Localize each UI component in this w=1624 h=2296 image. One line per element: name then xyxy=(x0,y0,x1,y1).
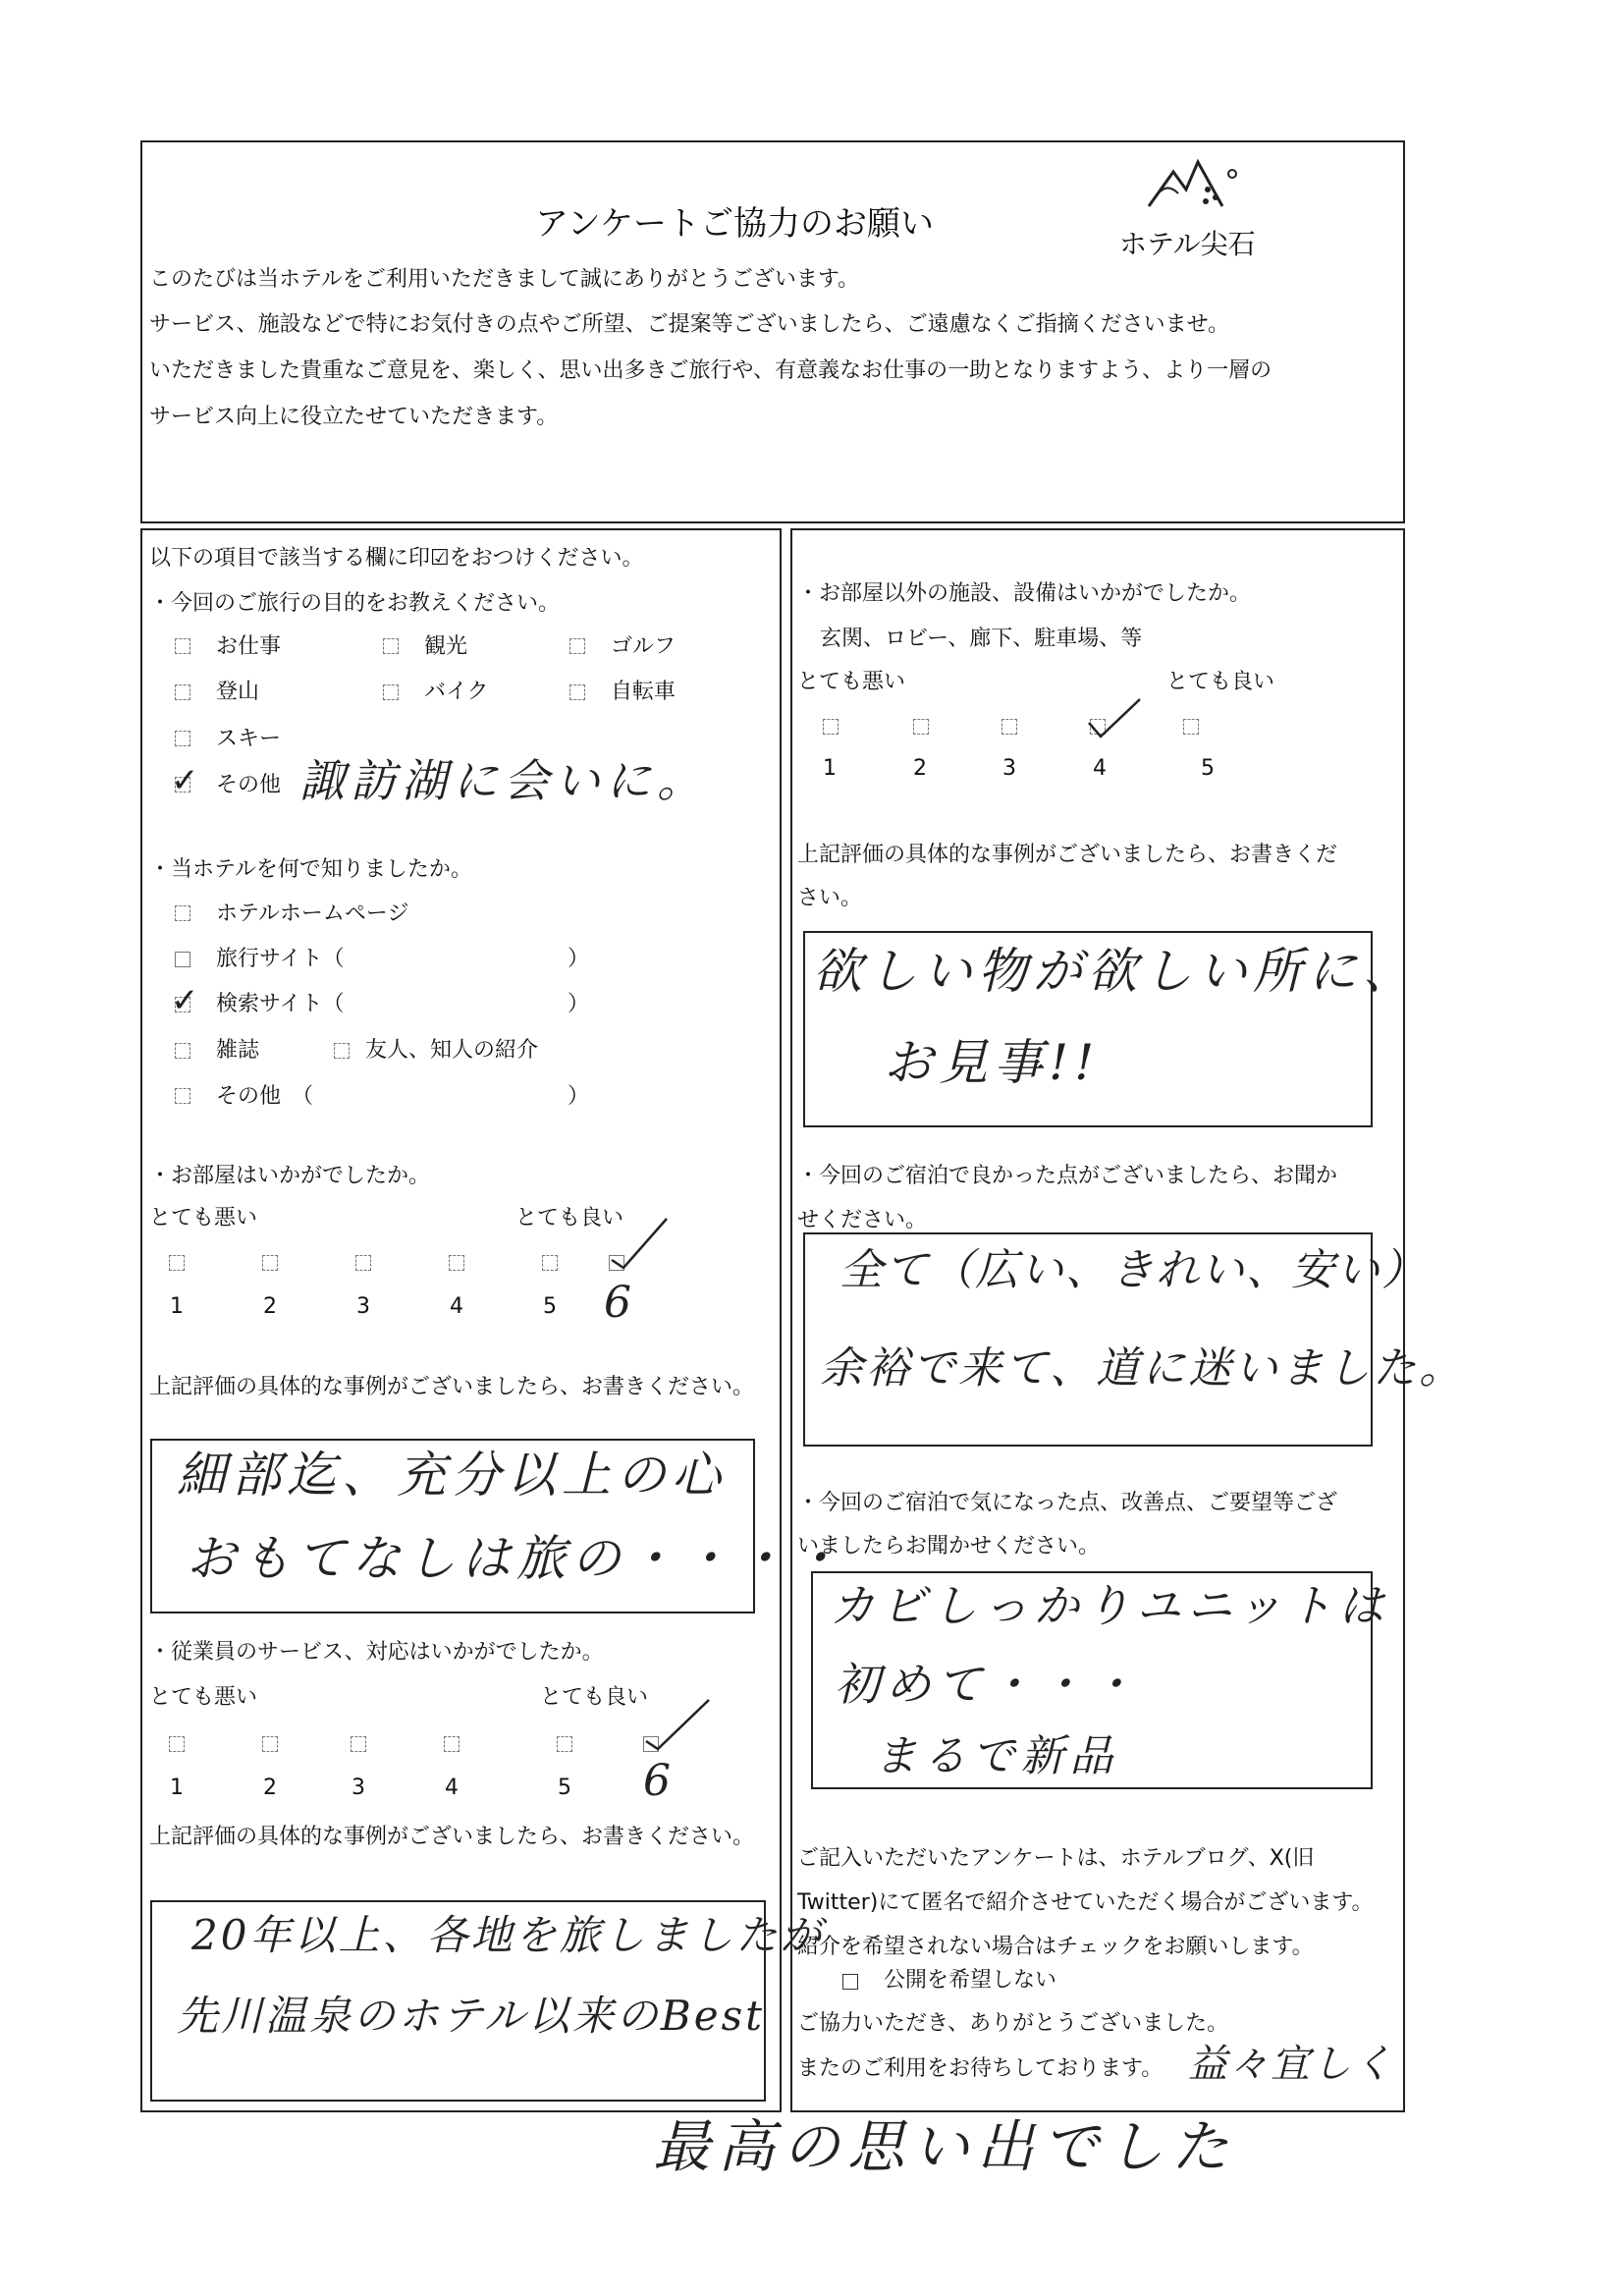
room-added-value: 6 xyxy=(604,1278,637,1328)
facilities-scale-2: 2 xyxy=(913,756,927,781)
facilities-rating-checkbox-2[interactable] xyxy=(913,719,929,735)
staff-high-label: とても良い xyxy=(540,1685,649,1710)
facilities-low-label: とても悪い xyxy=(797,670,906,694)
room-scale-2: 2 xyxy=(263,1294,277,1319)
purpose-question: ・今回のご旅行の目的をお教えください。 xyxy=(149,591,561,616)
again-text: またのご利用をお待ちしております。 xyxy=(797,2056,1164,2081)
source-option-other: その他 （ xyxy=(216,1084,314,1109)
staff-scale-2: 2 xyxy=(263,1776,277,1800)
purpose-option-bicycle: 自転車 xyxy=(611,680,677,704)
room-low-label: とても悪い xyxy=(149,1206,258,1230)
purpose-option-bike: バイク xyxy=(424,680,489,704)
improvements-prompt-1: ・今回のご宿泊で気になった点、改善点、ご要望等ござ xyxy=(797,1491,1338,1515)
room-high-label: とても良い xyxy=(515,1206,624,1230)
no-publish-checkbox[interactable] xyxy=(842,1974,858,1990)
close-paren: ） xyxy=(568,947,590,971)
source-option-homepage: ホテルホームページ xyxy=(216,902,409,926)
facilities-scale-5: 5 xyxy=(1201,756,1215,781)
good-points-comment-line-1: 全て（広い、きれい、安い） xyxy=(839,1245,1427,1295)
staff-rating-checkbox-2[interactable] xyxy=(262,1736,278,1752)
staff-rating-checkbox-4[interactable] xyxy=(444,1736,460,1752)
room-rating-checkbox-5[interactable] xyxy=(542,1255,558,1271)
room-comment-line-1: 細部迄、充分以上の心 xyxy=(177,1447,727,1503)
purpose-option-mountain: 登山 xyxy=(216,680,260,704)
closing-line-2: Twitter)にて匿名で紹介させていただく場合がございます。 xyxy=(797,1890,1374,1915)
room-scale-5: 5 xyxy=(543,1294,557,1319)
facilities-scale-3: 3 xyxy=(1002,756,1016,781)
close-paren: ） xyxy=(568,1084,590,1109)
improvements-prompt-2: いましたらお聞かせください。 xyxy=(797,1534,1101,1558)
improvements-comment-line-1: カビしっかりユニットは xyxy=(830,1579,1390,1632)
staff-detail-prompt: 上記評価の具体的な事例がございましたら、お書きください。 xyxy=(149,1825,755,1849)
hotel-name: ホテル尖石 xyxy=(1119,228,1256,260)
no-publish-label: 公開を希望しない xyxy=(884,1968,1057,1993)
source-checkbox-magazine[interactable] xyxy=(175,1043,190,1059)
source-option-friend: 友人、知人の紹介 xyxy=(365,1038,539,1063)
room-rating-checkbox-3[interactable] xyxy=(355,1255,371,1271)
purpose-option-golf: ゴルフ xyxy=(611,634,677,659)
purpose-checkbox-bicycle[interactable] xyxy=(569,684,585,700)
intro-line-4: サービス向上に役立たせていただきます。 xyxy=(149,405,559,429)
staff-low-label: とても悪い xyxy=(149,1685,258,1710)
good-points-prompt-2: せください。 xyxy=(797,1208,928,1232)
facilities-comment-line-1: 欲しい物が欲しい所に、 xyxy=(813,943,1418,1000)
facilities-examples: 玄関、ロビー、廊下、駐車場、等 xyxy=(820,627,1143,651)
staff-comment-line-2: 先川温泉のホテル以来のBest xyxy=(177,1992,766,2040)
room-detail-prompt: 上記評価の具体的な事例がございましたら、お書きください。 xyxy=(149,1375,755,1399)
close-paren: ） xyxy=(568,992,590,1016)
staff-scale-4: 4 xyxy=(445,1776,459,1800)
purpose-checkbox-work[interactable] xyxy=(175,638,190,654)
closing-line-1: ご記入いただいたアンケートは、ホテルブログ、X(旧 xyxy=(797,1846,1315,1871)
source-checkbox-other[interactable] xyxy=(175,1088,190,1104)
instruction-text: 以下の項目で該当する欄に印☑をおつけください。 xyxy=(149,546,644,571)
room-rating-checkbox-4[interactable] xyxy=(449,1255,464,1271)
purpose-checkbox-bike[interactable] xyxy=(383,684,399,700)
purpose-checkbox-golf[interactable] xyxy=(569,638,585,654)
source-option-magazine: 雑誌 xyxy=(216,1038,260,1063)
source-option-search-site: 検索サイト（ xyxy=(216,992,345,1016)
room-scale-3: 3 xyxy=(356,1294,370,1319)
facilities-question: ・お部屋以外の施設、設備はいかがでしたか。 xyxy=(797,581,1252,606)
purpose-checkbox-sightseeing[interactable] xyxy=(383,638,399,654)
hotel-logo-icon xyxy=(1139,152,1247,221)
checkmark-icon xyxy=(604,1213,673,1272)
room-scale-1: 1 xyxy=(170,1294,184,1319)
purpose-checkbox-mountain[interactable] xyxy=(175,684,190,700)
room-rating-checkbox-2[interactable] xyxy=(262,1255,278,1271)
staff-rating-checkbox-1[interactable] xyxy=(169,1736,185,1752)
good-points-prompt-1: ・今回のご宿泊で良かった点がございましたら、お聞か xyxy=(797,1164,1338,1188)
thanks-text: ご協力いただき、ありがとうございました。 xyxy=(797,2011,1229,2036)
facilities-detail-prompt-2: さい。 xyxy=(797,886,863,910)
good-points-comment-line-2: 余裕で来て、道に迷いました。 xyxy=(820,1343,1466,1394)
staff-comment-line-1: 20年以上、各地を旅しましたが xyxy=(191,1911,825,1959)
staff-scale-1: 1 xyxy=(170,1776,184,1800)
source-checkbox-homepage[interactable] xyxy=(175,905,190,921)
purpose-option-ski: スキー xyxy=(216,727,282,751)
staff-rating-checkbox-3[interactable] xyxy=(351,1736,366,1752)
facilities-rating-checkbox-3[interactable] xyxy=(1001,719,1017,735)
staff-scale-3: 3 xyxy=(352,1776,365,1800)
purpose-option-work: お仕事 xyxy=(216,634,282,659)
staff-added-value: 6 xyxy=(643,1756,677,1806)
handwritten-sign: 益々宜しく xyxy=(1188,2042,1394,2087)
facilities-rating-checkbox-1[interactable] xyxy=(823,719,839,735)
room-comment-line-2: おもてなしは旅の・・・・ xyxy=(187,1530,846,1587)
facilities-rating-checkbox-5[interactable] xyxy=(1183,719,1199,735)
facilities-scale-1: 1 xyxy=(823,756,837,781)
room-question: ・お部屋はいかがでしたか。 xyxy=(149,1164,431,1188)
purpose-option-other: その他 xyxy=(216,773,282,797)
staff-question: ・従業員のサービス、対応はいかがでしたか。 xyxy=(149,1640,604,1665)
staff-rating-checkbox-5[interactable] xyxy=(557,1736,572,1752)
room-rating-checkbox-1[interactable] xyxy=(169,1255,185,1271)
staff-scale-5: 5 xyxy=(558,1776,571,1800)
checkmark-icon xyxy=(638,1694,717,1753)
source-checkbox-friend[interactable] xyxy=(334,1043,350,1059)
facilities-comment-line-2: お見事!! xyxy=(884,1034,1101,1091)
purpose-option-sightseeing: 観光 xyxy=(424,634,468,659)
intro-line-3: いただきました貴重なご意見を、楽しく、思い出多きご旅行や、有意義なお仕事の一助となりますよう、より一層の xyxy=(149,358,1272,383)
facilities-scale-4: 4 xyxy=(1093,756,1107,781)
source-question: ・当ホテルを何で知りましたか。 xyxy=(149,857,472,882)
improvements-comment-line-3: まるで新品 xyxy=(874,1731,1119,1781)
intro-line-2: サービス、施設などで特にお気付きの点やご所望、ご提案等ございましたら、ご遠慮なくご指摘くださいませ。 xyxy=(149,312,1230,337)
improvements-comment-line-2: 初めて・・・ xyxy=(835,1658,1141,1711)
source-checkbox-travel-site[interactable] xyxy=(175,952,190,967)
page-title: アンケートご協力のお願い xyxy=(535,204,934,244)
closing-line-3: 紹介を希望されない場合はチェックをお願いします。 xyxy=(797,1935,1314,1959)
footer-handwritten-note: 最高の思い出でした xyxy=(653,2113,1237,2180)
source-option-travel-site: 旅行サイト（ xyxy=(216,947,345,971)
room-scale-4: 4 xyxy=(450,1294,463,1319)
purpose-other-answer: 諏訪湖に会いに。 xyxy=(299,754,708,807)
facilities-high-label: とても良い xyxy=(1166,670,1275,694)
intro-line-1: このたびは当ホテルをご利用いただきまして誠にありがとうございます。 xyxy=(149,267,860,292)
checkmark-icon xyxy=(1085,693,1144,742)
checkmark-icon: ✓ xyxy=(171,981,199,1020)
checkmark-icon: ✓ xyxy=(171,761,199,800)
purpose-checkbox-ski[interactable] xyxy=(175,731,190,746)
facilities-detail-prompt-1: 上記評価の具体的な事例がございましたら、お書きくだ xyxy=(797,843,1338,867)
